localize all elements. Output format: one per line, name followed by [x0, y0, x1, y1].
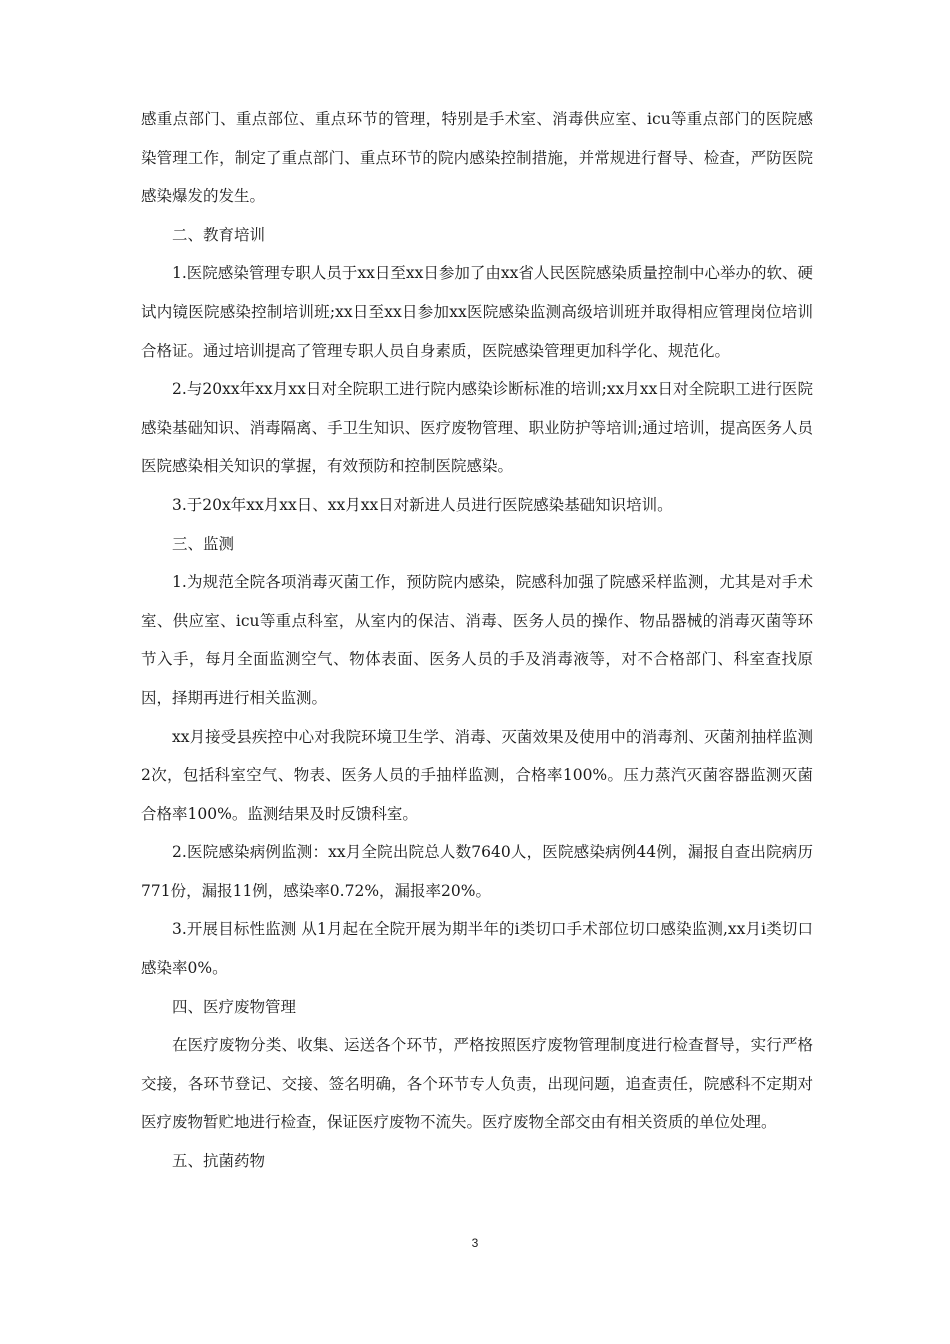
section-heading: 五、抗菌药物 — [172, 1152, 266, 1171]
paragraph: 在医疗废物分类、收集、运送各个环节，严格按照医疗废物管理制度进行检查督导，实行严格交接，各环节登记、交接、签名明确，各个环节专人负责，出现问题，追查责任，院感科不定期对医疗废物暂贮地进行检查，保证医疗废物不流失。医疗废物全部交由有相关资质的单位处理。 — [141, 1036, 813, 1132]
section-heading: 二、教育培训 — [172, 225, 266, 244]
paragraph: 2.与20xx年xx月xx日对全院职工进行院内感染诊断标准的培训;xx月xx日对全院职工进行医院感染基础知识、消毒隔离、手卫生知识、医疗废物管理、职业防护等培训;通过培训，提高医务人员医院感染相关知识的掌握，有效预防和控制医院感染。 — [141, 380, 813, 476]
page-number: 3 — [471, 1236, 479, 1250]
paragraph: 2.医院感染病例监测：xx月全院出院总人数7640人，医院感染病例44例，漏报自查出院病历771份，漏报11例，感染率0.72%，漏报率20%。 — [141, 843, 813, 900]
paragraph: 3.于20x年xx月xx日、xx月xx日对新进人员进行医院感染基础知识培训。 — [172, 495, 673, 514]
document-body — [141, 100, 813, 1181]
paragraph: 1.为规范全院各项消毒灭菌工作，预防院内感染，院感科加强了院感采样监测，尤其是对手术室、供应室、icu等重点科室，从室内的保洁、消毒、医务人员的操作、物品器械的消毒灭菌等环节入手，每月全面监测空气、物体表面、医务人员的手及消毒液等，对不合格部门、科室查找原因，择期再进行相关监测。 — [141, 573, 813, 707]
section-heading: 三、监测 — [172, 534, 235, 553]
paragraph: xx月接受县疾控中心对我院环境卫生学、消毒、灭菌效果及使用中的消毒剂、灭菌剂抽样监测2次，包括科室空气、物表、医务人员的手抽样监测，合格率100%。压力蒸汽灭菌容器监测灭菌合格率100%。监测结果及时反馈科室。 — [141, 727, 813, 823]
paragraph: 感重点部门、重点部位、重点环节的管理，特别是手术室、消毒供应室、icu等重点部门的医院感染管理工作，制定了重点部门、重点环节的院内感染控制措施，并常规进行督导、检查，严防医院感染爆发的发生。 — [141, 110, 813, 206]
paragraph: 3.开展目标性监测 从1月起在全院开展为期半年的i类切口手术部位切口感染监测,xx月i类切口感染率0%。 — [141, 920, 813, 978]
paragraph: 1.医院感染管理专职人员于xx日至xx日参加了由xx省人民医院感染质量控制中心举办的软、硬试内镜医院感染控制培训班;xx日至xx日参加xx医院感染监测高级培训班并取得相应管理岗位培训合格证。通过培训提高了管理专职人员自身素质，医院感染管理更加科学化、规范化。 — [141, 264, 813, 360]
section-heading: 四、医疗废物管理 — [172, 997, 297, 1016]
